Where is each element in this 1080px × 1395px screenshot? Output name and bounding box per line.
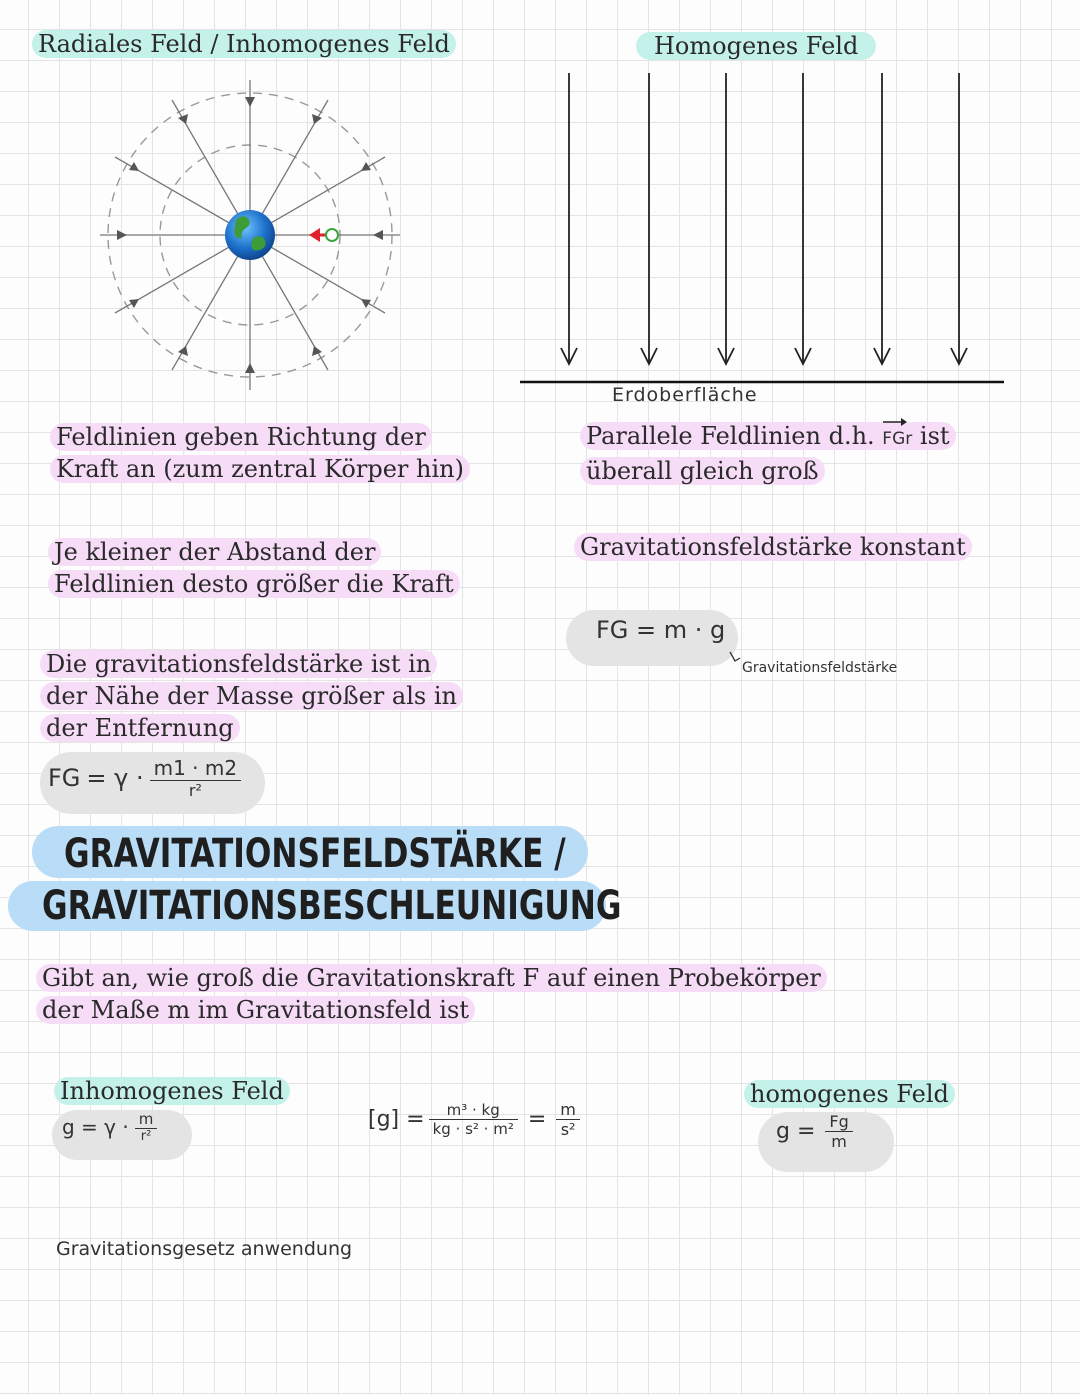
unit-result-fraction: $\frac{m}{\text{s²}}$ [556, 1100, 580, 1139]
inhom-section-title: Inhomogenes Feld [54, 1077, 290, 1105]
formula-lhs: FG [48, 764, 81, 792]
homogeneous-field-diagram [515, 68, 1010, 388]
definition-text: Gibt an, wie groß die Gravitationskraft F auf einen Probekörper der Maße m im Gravitationsfeld ist [36, 962, 836, 1026]
homogeneous-title: Homogenes Feld [636, 32, 876, 60]
banner-line-2: GRAVITATIONSBESCHLEUNIGUNG [42, 883, 622, 929]
gravitation-law-formula [48, 756, 241, 800]
ground-label: Erdoberfläche [612, 384, 758, 406]
test-mass-marker [326, 229, 338, 241]
radial-text-1: Feldlinien geben Richtung der Kraft an (zum zentral Körper hin) [50, 421, 470, 485]
vector-arrow-icon [882, 417, 908, 427]
homogeneous-text-2: Gravitationsfeldstärke konstant [574, 531, 972, 563]
earth-icon [225, 210, 275, 260]
hom-fraction: $\frac{Fg}{m}$ [825, 1112, 852, 1151]
banner-line-1: GRAVITATIONSFELDSTÄRKE / [64, 831, 566, 877]
inhom-fraction: $\frac{m}{\text{r²}}$ [135, 1110, 158, 1144]
inhom-note: Gravitationsgesetz anwendung [56, 1238, 353, 1260]
weight-force-formula: FG = m · g [596, 616, 726, 644]
hom-section-title: homogenes Feld [744, 1080, 955, 1108]
formula-note: Gravitationsfeldstärke [742, 660, 898, 676]
force-arrowhead [309, 228, 320, 242]
force-vector-symbol: FGr [882, 423, 912, 455]
homogeneous-text-1: Parallele Feldlinien d.h. FGr ist überall gleich groß [580, 420, 960, 487]
radial-text-2: Je kleiner der Abstand der Feldlinien desto größer die Kraft [48, 536, 498, 600]
unit-fraction: $\frac{\text{m³ · kg}}{\text{kg · s² · m²}}$ [429, 1101, 518, 1138]
note-arrow-icon [728, 650, 742, 666]
unit-derivation: [g] = $\frac{\text{m³ · kg}}{\text{kg · s² · m²}}$ = $\frac{m}{\text{s²}}$ [368, 1100, 580, 1139]
radial-field-diagram [90, 80, 410, 390]
formula-fraction: $\frac{m1 \cdot m2}{\text{r²}}$ [150, 756, 242, 800]
inhom-field-formula: g = γ · $\frac{m}{\text{r²}}$ [62, 1110, 157, 1144]
radial-text-3: Die gravitationsfeldstärke ist in der Nähe der Masse größer als in der Entfernung [40, 648, 470, 744]
formula-prefix: = γ · [86, 764, 144, 792]
hom-field-formula: g = $\frac{Fg}{m}$ [776, 1112, 853, 1151]
radial-title: Radiales Feld / Inhomogenes Feld [32, 30, 456, 58]
parallel-field-lines [561, 73, 967, 364]
